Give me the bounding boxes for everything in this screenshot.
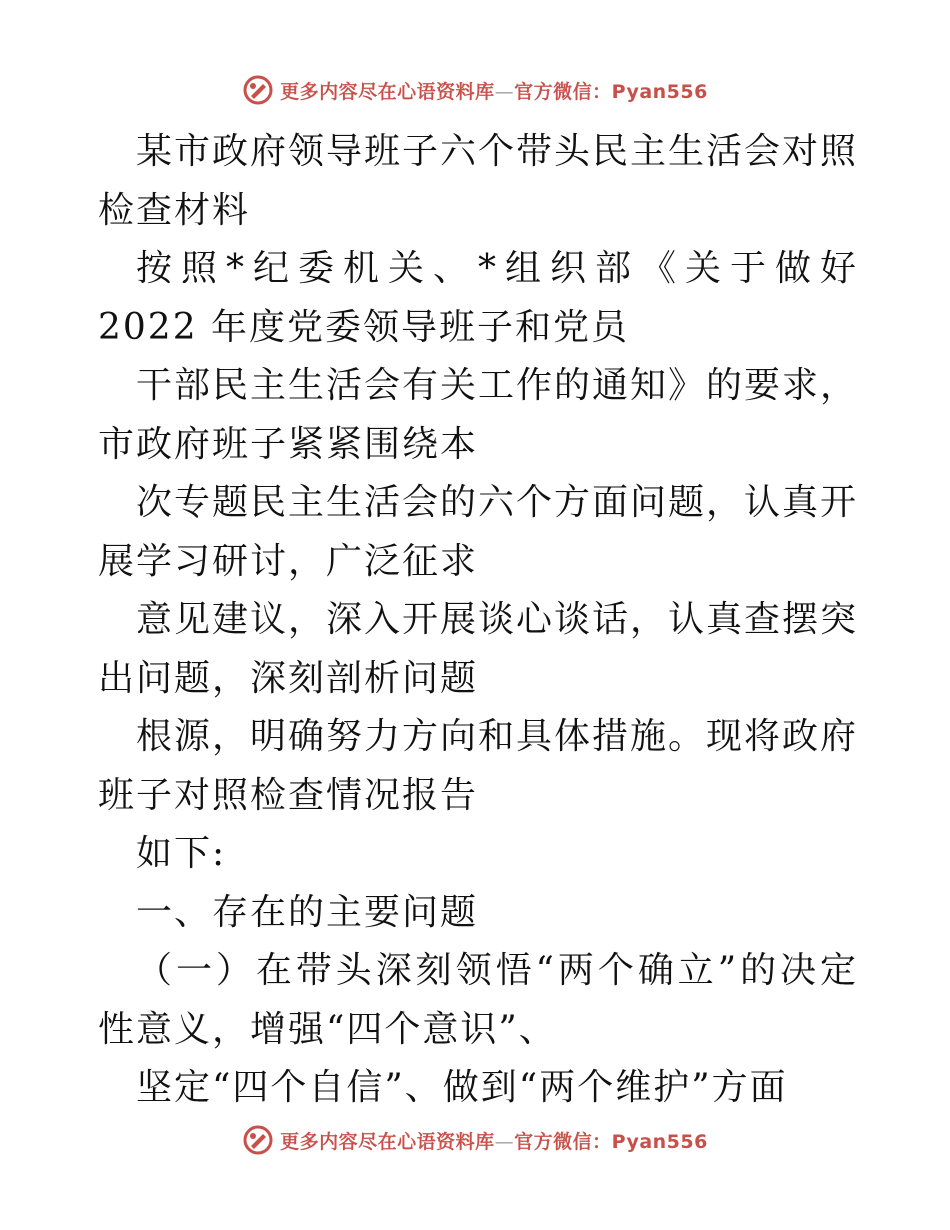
footer-banner: [0, 1122, 950, 1158]
header-banner: [0, 72, 950, 108]
paragraph-6: 如下:: [136, 833, 227, 874]
header-banner-text: 更多内容尽在心语资料库—官方微信：Pyan556: [280, 80, 708, 103]
paragraph-3: 次专题民主生活会的六个方面问题，认真开展学习研讨，广泛征求: [98, 482, 859, 582]
red-circle-pen-logo-icon: [242, 1124, 274, 1156]
paragraph-4: 意见建议，深入开展谈心谈话，认真查摆突出问题，深刻剖析问题: [98, 599, 859, 699]
paragraph-5: 根源，明确努力方向和具体措施。现将政府班子对照检查情况报告: [98, 716, 859, 816]
paragraph-9: 坚定“四个自信”、做到“两个维护”方面: [136, 1067, 788, 1108]
paragraph-1: 按照*纪委机关、*组织部《关于做好 2022 年度党委领导班子和党员: [98, 248, 858, 348]
red-circle-pen-logo-icon: [242, 74, 274, 106]
footer-banner-text: 更多内容尽在心语资料库—官方微信：Pyan556: [280, 1130, 708, 1153]
paragraph-2: 干部民主生活会有关工作的通知》的要求，市政府班子紧紧围绕本: [98, 365, 859, 465]
section-heading-1: 一、存在的主要问题: [136, 891, 479, 933]
subsection-heading-1: （一）在带头深刻领悟“两个确立”的决定性意义，增强“四个意识”、: [98, 950, 858, 1050]
document-body: [98, 123, 858, 1118]
document-title: 某市政府领导班子六个带头民主生活会对照检查材料: [98, 131, 859, 231]
